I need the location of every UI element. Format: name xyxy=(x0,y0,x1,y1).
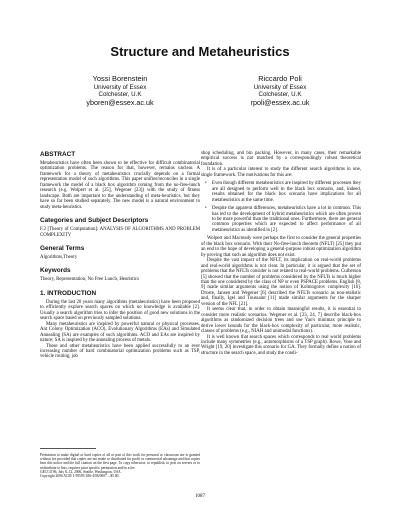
general-terms-text: Algorithms,Theory xyxy=(40,254,78,260)
page-number: 1087 xyxy=(195,494,205,499)
left-column xyxy=(40,151,200,360)
right-column xyxy=(201,151,361,356)
list-item: • Even though different metaheuristics are inspired by different processes they are all designed to perform well in the black box scenario, and, indeed, results obtained for the black box scenario have implications for all metaheuristics at the same time. xyxy=(212,181,361,203)
author-location: Colchester, U.K xyxy=(258,90,302,98)
body-paragraph: shop scheduling, and bin packing. However, in many cases, their remarkable empirical success is not matched by a correspondingly robust theoretical foundation. xyxy=(201,151,361,167)
author-block-2 xyxy=(200,75,360,107)
motivation-list xyxy=(201,181,361,233)
body-paragraph: It seems clear that, in order to obtain meaningful results, it is essential to consider more realistic scenarios. Wegener et al. [23, 24, 7] describe black-box algorithms as randomized decision trees and use Yao's minimax principle to derive lower bounds for the black-box complexity of particular, more realistic, classes of problems (e.g., NIAH and unimodal functions). xyxy=(201,307,361,335)
author-affiliation: University of Essex xyxy=(93,83,147,91)
categories-text: F.2 [Theory of Computation]: ANALYSIS OF ALGORITHMS AND PROBLEM COMPLEXITY xyxy=(40,227,200,238)
copyright-line: Copyright 2006 ACM 1-59593-186-4/06/0007 ...$5.00. xyxy=(40,474,120,479)
abstract-heading: ABSTRACT xyxy=(40,151,76,158)
body-paragraph: It is well known that search spaces which corresponds to real world problems include many symmetries (e.g., automorphisms of a TSP graph). Rowe, Vose and Wright [19, 20] investigate this scenario for GA. They formally define a notion of structure in the search space, and study the condi- xyxy=(201,334,361,356)
author-email[interactable]: rpoli@essex.ac.uk xyxy=(250,98,310,108)
permission-text: Permission to make digital or hard copies of all or part of this work for personal or classroom use is granted without fee provided that copies are not made or distributed for profit or commercial advantage and that copies bear this notice and the full citation on the first page. To copy otherwise, to republish, to post on servers or to redistribute to lists, requires prior specific permission and/or a fee. xyxy=(40,453,200,470)
introduction-heading: 1. INTRODUCTION xyxy=(40,289,97,297)
general-terms-heading: General Terms xyxy=(40,244,85,252)
intro-paragraph: These and other metaheuristics have been applied successfully to an ever increasing number of hard combinatorial optimization problems such as TSP, vehicle routing, job xyxy=(40,343,200,360)
body-paragraph: Wolpert and Macready were perhaps the first to consider the general properties of the black box scenario. With their No-free-lunch theorem (NFLT) [25] they put an end to the hope of developing a general-purpose robust optimization algorithm by proving that such an algorithm does not exist. xyxy=(201,236,361,258)
author-name: Yossi Borenstein xyxy=(92,74,148,83)
author-name: Riccardo Poli xyxy=(258,74,302,83)
footnote-divider xyxy=(40,448,96,449)
author-email[interactable]: yboren@essex.ac.uk xyxy=(86,98,154,108)
author-location: Colchester, U.K xyxy=(98,90,142,98)
intro-paragraph: Many metaheuristics are inspired by powerful natural or physical processes. Ant Colony Optimization (ACO), Evolutionary Algorithms (EAs) and Simulated Annealing (SA) are examples of such algorithms. ACO and EAs are inspired by nature; SA is inspired by the annealing process of metals. xyxy=(40,321,200,344)
keywords-heading: Keywords xyxy=(40,267,71,275)
author-affiliation: University of Essex xyxy=(253,83,307,91)
permission-footnote xyxy=(40,453,200,478)
abstract-text: Metaheuristics have often been shown to be effective for difficult combinatorial optimization problems. The reason for that, however, remains unclear. A framework for a theory of metaheuristics crucially depends on a formal representation model of such algorithms. This paper unifies/reconciles in a single framework the model of a black box algorithm coming from the no-free-lunch research (e.g. Wolpert et al. [25], Wegener [23]) with the study of fitness landscape. Both are important to the understanding of meta-heuristics, but they have so far been studied separately. The new model is a natural environment to study meta-heuristics. xyxy=(40,161,200,210)
body-paragraph: Despite the vast impact of the NFLT, its implication on real-world problems and real-world algorithms is not clear. In particular, it is argued that the set of problems that the NFLTs consider is not related to real-world problems. Culberson [5] showed that the number of problems considered by the NFLTs is much higher than the one considered by the class of NP or even PSPACE problems. English [8, 9] made similar arguments using the notion of Kolmogorov complexity [16]. Droste, Jansen and Wegener [6] described the NFLTs scenario as non-realistic and, finally, Igel and Toussaint [11] made similar arguments for the sharper version of the NFL [21]. xyxy=(201,258,361,307)
paper-title: Structure and Metaheuristics xyxy=(110,44,290,59)
list-item: • Despite the apparent differences, metaheuristics have a lot in common. This has led to the development of hybrid metaheuristics which are often proven to be more powerful than the traditional ones. Furthermore, there are general common properties which are expected to affect performance of all metaheuristics as identified in [2]. xyxy=(212,206,361,233)
author-block-1 xyxy=(40,75,200,107)
keywords-text: Theory, Representation, No Free Lunch, Heuristics xyxy=(40,277,139,283)
categories-heading: Categories and Subject Descriptors xyxy=(40,217,149,225)
conference-line: GECCO'06, July 8–12, 2006, Seattle, Washington, USA. xyxy=(40,469,122,474)
body-paragraph: It is of a particular interest to study the different search algorithms in one, single framework. The motivations for this are: xyxy=(201,167,361,178)
intro-paragraph: During the last 20 years many algorithms (metaheuristics) have been proposed to efficiently explore search spaces on which no knowledge is available [2]. Usually a search algorithm tries to infer the position of good new solutions in the search space based on previously sampled solutions. xyxy=(40,299,200,322)
